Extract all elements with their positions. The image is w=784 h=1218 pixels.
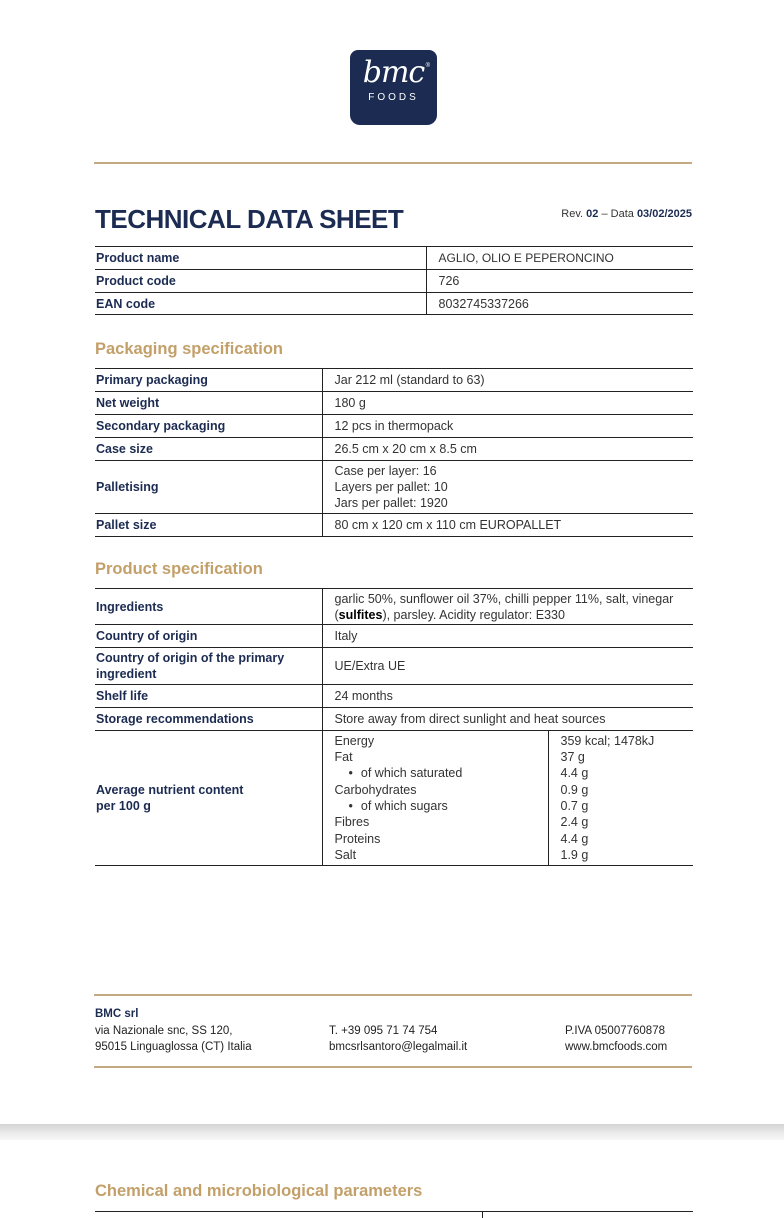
row-label: Shelf life (95, 685, 322, 708)
nutrient-names (322, 731, 548, 866)
table-row (95, 731, 693, 866)
nutrient-value: 1.9 g (560, 847, 589, 862)
row-label: Country of origin of the primary ingredient (95, 648, 322, 685)
row-value: 12 pcs in thermopack (322, 415, 693, 438)
packaging-table (95, 368, 693, 537)
chemical-params-heading: Chemical and microbiological parameters (95, 1182, 423, 1200)
footer-website[interactable]: www.bmcfoods.com (565, 1041, 668, 1053)
table-column-border (482, 1211, 483, 1218)
nutrient-name: Fat (334, 750, 353, 765)
table-row (95, 415, 693, 438)
nutrient-value: 359 kcal; 1478kJ (560, 733, 655, 748)
nutrients-label-line: per 100 g (96, 799, 151, 813)
row-value: 26.5 cm x 20 cm x 8.5 cm (322, 438, 693, 461)
footer-divider-top (94, 994, 692, 996)
footer-legal (565, 1023, 667, 1055)
nutrient-name: Fibres (334, 815, 370, 830)
product-table (95, 246, 693, 315)
table-row (95, 625, 693, 648)
allergen-text: sulfites (338, 607, 383, 622)
palletising-line: Layers per pallet: 10 (334, 480, 448, 494)
nutrient-value: 2.4 g (560, 815, 589, 830)
row-value: 8032745337266 (426, 293, 693, 315)
page-title: TECHNICAL DATA SHEET (95, 204, 404, 234)
row-value: UE/Extra UE (322, 648, 693, 685)
nutrient-value: 4.4 g (560, 831, 589, 846)
rev-label: Rev. (561, 208, 584, 220)
row-label (95, 731, 322, 866)
nutrient-name: Salt (334, 847, 357, 862)
row-label: Primary packaging (95, 369, 322, 392)
product-spec-heading: Product specification (95, 560, 263, 578)
palletising-line: Case per layer: 16 (334, 464, 437, 478)
table-top-border (95, 1211, 693, 1212)
nutrient-name: Proteins (334, 831, 381, 846)
table-row (95, 708, 693, 731)
rev-value: 02 (586, 208, 599, 220)
table-row (95, 270, 693, 293)
row-label: Net weight (95, 392, 322, 415)
table-row (95, 293, 693, 315)
footer-vat: P.IVA 05007760878 (565, 1025, 665, 1037)
footer (95, 1008, 693, 1053)
nutrient-name: • of which sugars (335, 798, 548, 814)
row-value: Jar 212 ml (standard to 63) (322, 369, 693, 392)
table-row (95, 438, 693, 461)
footer-address-line: 95015 Linguaglossa (CT) Italia (95, 1041, 252, 1053)
nutrients-label-line: Average nutrient content (96, 783, 244, 797)
nutrient-name: Energy (334, 733, 375, 748)
footer-company: BMC srl (95, 1008, 139, 1020)
row-label: Secondary packaging (95, 415, 322, 438)
ingredients-text: ), parsley. Acidity regulator: E330 (382, 607, 565, 622)
table-row (95, 685, 693, 708)
ingredients-text: garlic 50%, sunflower oil 37%, chilli pepper 11%, salt, vinegar ( (334, 591, 674, 622)
row-label: Palletising (95, 461, 322, 514)
row-label: Country of origin (95, 625, 322, 648)
table-row (95, 589, 693, 625)
footer-email[interactable]: bmcsrlsantoro@legalmail.it (329, 1041, 468, 1053)
bmc-foods-logo (350, 50, 437, 125)
nutrient-value: 0.9 g (560, 782, 589, 797)
table-row (95, 514, 693, 537)
nutrient-value: 0.7 g (560, 799, 589, 813)
footer-divider-bottom (94, 1066, 692, 1068)
logo-subtitle: FOODS (368, 92, 419, 103)
logo-brand: bmc (362, 55, 425, 90)
product-spec-table (95, 588, 693, 866)
row-value: Italy (322, 625, 693, 648)
table-row (95, 461, 693, 514)
page-2 (0, 1140, 784, 1218)
row-value: 80 cm x 120 cm x 110 cm EUROPALLET (322, 514, 693, 537)
packaging-heading: Packaging specification (95, 340, 283, 358)
row-value (322, 461, 693, 514)
row-value: 180 g (322, 392, 693, 415)
row-value: 726 (426, 270, 693, 293)
row-label: Pallet size (95, 514, 322, 537)
table-row (95, 392, 693, 415)
footer-phone: T. +39 095 71 74 754 (329, 1025, 438, 1037)
revision-info (561, 208, 692, 220)
page-separator (0, 1124, 784, 1140)
ingredients-value (322, 589, 693, 625)
nutrient-value: 4.4 g (560, 766, 589, 781)
row-value: AGLIO, OLIO E PEPERONCINO (426, 247, 693, 270)
row-label: Product code (95, 270, 426, 293)
table-row (95, 369, 693, 392)
date-value: 03/02/2025 (636, 208, 692, 220)
row-label: Case size (95, 438, 322, 461)
footer-contacts (329, 1023, 467, 1055)
footer-address-line: via Nazionale snc, SS 120, (95, 1025, 233, 1037)
row-value: 24 months (322, 685, 693, 708)
row-value: Store away from direct sunlight and heat sources (322, 708, 693, 731)
nutrient-values (548, 731, 693, 866)
row-label: Product name (95, 247, 426, 270)
date-label: – Data (601, 208, 634, 220)
table-row (95, 247, 693, 270)
nutrient-value: 37 g (560, 750, 585, 765)
logo-registered-mark: ® (425, 63, 430, 69)
row-label: EAN code (95, 293, 426, 315)
nutrient-name: Carbohydrates (334, 782, 417, 797)
footer-address (95, 1023, 252, 1055)
nutrient-name: • of which saturated (335, 765, 548, 781)
header-divider (94, 162, 692, 164)
table-row (95, 648, 693, 685)
row-label: Ingredients (95, 589, 322, 625)
palletising-line: Jars per pallet: 1920 (334, 496, 448, 510)
row-label: Storage recommendations (95, 708, 322, 731)
